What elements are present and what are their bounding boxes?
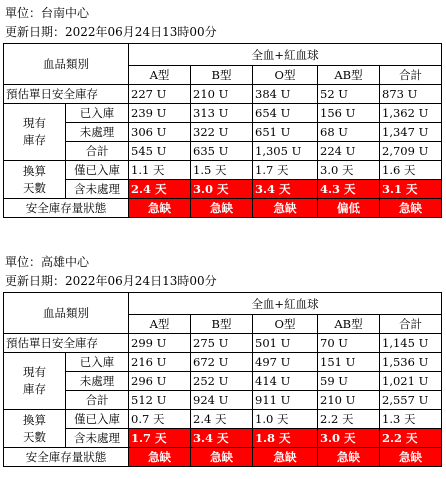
unprocessed-label: 未處理 [66,372,129,391]
days-incl-cell: 1.7 天 [129,429,191,448]
safety-cell: 210 U [191,85,253,104]
in-storage-row [4,104,442,123]
total-cell: 924 U [191,391,253,410]
unprocessed-row [4,123,442,142]
days-stored-cell: 1.1 天 [129,161,191,180]
in-storage-cell: 672 U [191,353,253,372]
days-incl-cell: 2.2 天 [380,429,442,448]
current-stock-label: 現有 庫存 [4,353,66,410]
days-incl-cell: 4.3 天 [318,180,380,199]
total-cell: 224 U [318,142,380,161]
days-incl-cell: 3.4 天 [191,429,253,448]
status-cell: 急缺 [253,199,318,218]
days-stored-cell: 3.0 天 [318,161,380,180]
unprocessed-cell: 68 U [318,123,380,142]
unprocessed-cell: 1,347 U [380,123,442,142]
type-header-cell: 合計 [380,315,442,334]
current-stock-label: 現有 庫存 [4,104,66,161]
total-cell: 512 U [129,391,191,410]
unprocessed-cell: 59 U [318,372,380,391]
total-cell: 210 U [318,391,380,410]
only-stored-label: 僅已入庫 [66,161,129,180]
convert-days-label: 換算 天數 [4,161,66,199]
update-date: 更新日期：2022年06月24日13時00分 [5,25,217,39]
days-stored-row [4,410,442,429]
total-cell: 911 U [253,391,318,410]
safety-cell: 873 U [380,85,442,104]
safety-stock-label: 預估單日安全庫存 [4,85,129,104]
days-incl-row [4,429,442,448]
type-header-cell: O型 [253,66,318,85]
status-cell: 急缺 [253,448,318,467]
total-cell: 2,557 U [380,391,442,410]
status-cell: 急缺 [191,199,253,218]
status-cell: 急缺 [191,448,253,467]
status-cell: 急缺 [318,448,380,467]
whole-blood-rbc-header: 全血+紅血球 [129,44,442,66]
total-cell: 2,709 U [380,142,442,161]
incl-unprocessed-label: 含未處理 [66,429,129,448]
status-row [4,199,442,218]
blood-category-header: 血品類別 [4,293,129,334]
days-incl-cell: 1.8 天 [253,429,318,448]
days-stored-cell: 1.0 天 [253,410,318,429]
unprocessed-cell: 651 U [253,123,318,142]
safety-cell: 1,145 U [380,334,442,353]
in-storage-label: 已入庫 [66,104,129,123]
status-cell: 急缺 [380,199,442,218]
days-incl-cell: 3.0 天 [318,429,380,448]
days-incl-cell: 3.4 天 [253,180,318,199]
safety-stock-label: 預估單日安全庫存 [4,334,129,353]
kaohsiung-center-section [3,253,441,467]
status-label: 安全庫存量狀態 [4,448,129,467]
status-cell: 偏低 [318,199,380,218]
in-storage-cell: 239 U [129,104,191,123]
safety-cell: 299 U [129,334,191,353]
safety-cell: 227 U [129,85,191,104]
days-stored-cell: 1.6 天 [380,161,442,180]
safety-cell: 70 U [318,334,380,353]
safety-cell: 275 U [191,334,253,353]
in-storage-cell: 654 U [253,104,318,123]
type-header-cell: A型 [129,315,191,334]
type-header-cell: B型 [191,66,253,85]
unprocessed-cell: 306 U [129,123,191,142]
unprocessed-row [4,372,442,391]
in-storage-cell: 1,362 U [380,104,442,123]
unprocessed-cell: 1,021 U [380,372,442,391]
blood-inventory-table [3,43,442,218]
days-stored-cell: 1.7 天 [253,161,318,180]
days-incl-cell: 2.4 天 [129,180,191,199]
type-header-cell: AB型 [318,315,380,334]
in-storage-cell: 313 U [191,104,253,123]
in-storage-row [4,353,442,372]
days-stored-cell: 1.5 天 [191,161,253,180]
type-header-cell: A型 [129,66,191,85]
safety-cell: 52 U [318,85,380,104]
only-stored-label: 僅已入庫 [66,410,129,429]
days-stored-cell: 1.3 天 [380,410,442,429]
whole-blood-rbc-header: 全血+紅血球 [129,293,442,315]
in-storage-cell: 216 U [129,353,191,372]
days-incl-cell: 3.0 天 [191,180,253,199]
total-cell: 545 U [129,142,191,161]
status-row [4,448,442,467]
status-cell: 急缺 [380,448,442,467]
days-stored-row [4,161,442,180]
unprocessed-cell: 414 U [253,372,318,391]
unprocessed-cell: 322 U [191,123,253,142]
type-header-cell: B型 [191,315,253,334]
convert-days-label: 換算 天數 [4,410,66,448]
days-incl-cell: 3.1 天 [380,180,442,199]
status-label: 安全庫存量狀態 [4,199,129,218]
type-header-cell: O型 [253,315,318,334]
days-stored-cell: 0.7 天 [129,410,191,429]
total-cell: 1,305 U [253,142,318,161]
in-storage-cell: 1,536 U [380,353,442,372]
total-cell: 635 U [191,142,253,161]
unprocessed-cell: 252 U [191,372,253,391]
tainan-center-section [3,4,441,218]
days-incl-row [4,180,442,199]
blood-category-header: 血品類別 [4,44,129,85]
safety-cell: 384 U [253,85,318,104]
in-storage-cell: 156 U [318,104,380,123]
days-stored-cell: 2.4 天 [191,410,253,429]
days-stored-cell: 2.2 天 [318,410,380,429]
unit-label: 單位：台南中心 [5,6,90,20]
in-storage-cell: 497 U [253,353,318,372]
total-label: 合計 [66,391,129,410]
safety-cell: 501 U [253,334,318,353]
blood-inventory-table [3,292,442,467]
in-storage-label: 已入庫 [66,353,129,372]
status-cell: 急缺 [129,448,191,467]
incl-unprocessed-label: 含未處理 [66,180,129,199]
total-row [4,142,442,161]
update-date: 更新日期：2022年06月24日13時00分 [5,274,217,288]
total-label: 合計 [66,142,129,161]
total-row [4,391,442,410]
safety-stock-row [4,334,442,353]
unprocessed-label: 未處理 [66,123,129,142]
safety-stock-row [4,85,442,104]
type-header-cell: AB型 [318,66,380,85]
type-header-cell: 合計 [380,66,442,85]
unprocessed-cell: 296 U [129,372,191,391]
in-storage-cell: 151 U [318,353,380,372]
unit-label: 單位：高雄中心 [5,255,90,269]
status-cell: 急缺 [129,199,191,218]
